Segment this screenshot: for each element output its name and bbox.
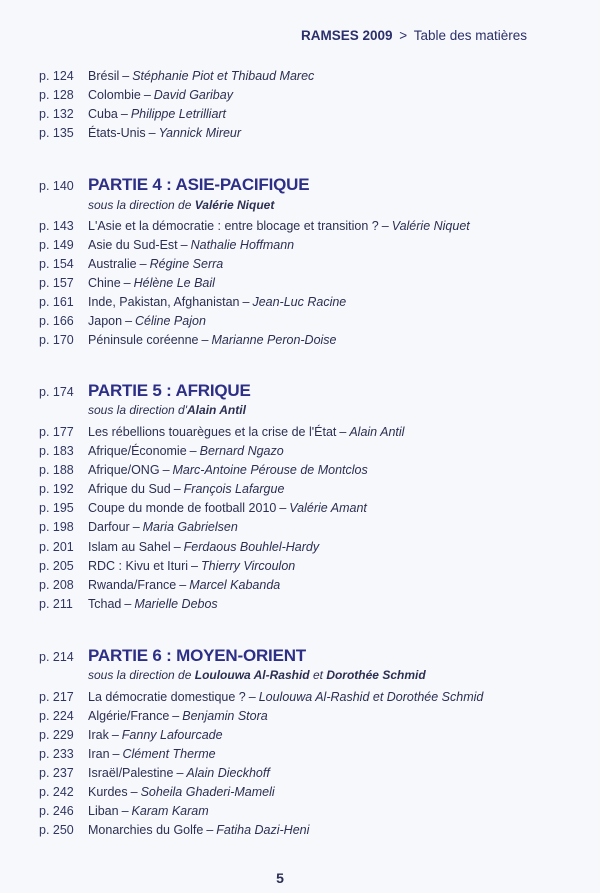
- entry-separator: –: [121, 804, 129, 818]
- part-page: p. 174: [39, 385, 74, 399]
- entry-page: p. 211: [39, 597, 73, 611]
- entry-page: p. 177: [39, 425, 74, 439]
- entry-title: Coupe du monde de football 2010: [88, 501, 277, 515]
- entry-author: Marielle Debos: [134, 597, 218, 611]
- entry-page: p. 250: [39, 823, 74, 837]
- entry-author: Ferdaous Bouhlel-Hardy: [183, 540, 320, 554]
- entry-title: Irak: [88, 728, 109, 742]
- entry-author: Valérie Amant: [289, 501, 367, 515]
- running-head-brand: RAMSES 2009: [300, 28, 393, 43]
- page-number: 5: [276, 870, 284, 886]
- toc-entry: [39, 462, 368, 478]
- entry-title: Colombie: [88, 88, 141, 102]
- entry-title: Les rébellions touarègues et la crise de l'État: [88, 425, 337, 439]
- entry-page: p. 208: [39, 578, 74, 592]
- running-head-section: Table des matières: [413, 28, 527, 43]
- toc-entry: [39, 765, 270, 781]
- toc-entry: [39, 727, 223, 743]
- entry-separator: –: [189, 444, 197, 458]
- entry-author: Soheila Ghaderi-Mameli: [140, 785, 275, 799]
- toc-entry: [39, 596, 218, 612]
- toc-entry: [39, 577, 280, 593]
- toc-entry: [39, 218, 470, 234]
- entry-author: Jean-Luc Racine: [252, 295, 347, 309]
- entry-title: Darfour: [88, 520, 130, 534]
- entry-separator: –: [242, 295, 250, 309]
- entry-separator: –: [339, 425, 347, 439]
- entry-title: Monarchies du Golfe: [88, 823, 204, 837]
- entry-page: p. 237: [39, 766, 74, 780]
- entry-title: Israël/Palestine: [88, 766, 174, 780]
- entry-page: p. 229: [39, 728, 74, 742]
- entry-page: p. 224: [39, 709, 74, 723]
- toc-entry: [39, 106, 226, 122]
- entry-title: Afrique/Économie: [88, 444, 187, 458]
- toc-entry: [39, 443, 284, 459]
- toc-entry: [39, 313, 206, 329]
- entry-title: Islam au Sahel: [88, 540, 171, 554]
- toc-entry: [39, 803, 209, 819]
- entry-separator: –: [120, 107, 128, 121]
- entry-title: Iran: [88, 747, 110, 761]
- entry-separator: –: [279, 501, 287, 515]
- entry-title: La démocratie domestique ?: [88, 690, 246, 704]
- running-head-arrow: >: [399, 28, 408, 43]
- entry-title: Cuba: [88, 107, 118, 121]
- entry-author: Céline Pajon: [135, 314, 206, 328]
- entry-title: RDC : Kivu et Ituri: [88, 559, 189, 573]
- part-heading: [39, 646, 306, 666]
- entry-title: Algérie/France: [88, 709, 170, 723]
- part-page: p. 214: [39, 650, 74, 664]
- entry-page: p. 170: [39, 333, 74, 347]
- entry-page: p. 201: [39, 540, 74, 554]
- entry-author: Fanny Lafourcade: [121, 728, 223, 742]
- entry-separator: –: [124, 597, 132, 611]
- entry-page: p. 143: [39, 219, 74, 233]
- part-heading: [39, 175, 309, 195]
- entry-author: Bernard Ngazo: [199, 444, 284, 458]
- entry-page: p. 192: [39, 482, 74, 496]
- director-joiner: et: [309, 668, 327, 682]
- toc-entry: [39, 125, 241, 141]
- entry-separator: –: [148, 126, 156, 140]
- entry-title: Rwanda/France: [88, 578, 177, 592]
- entry-author: Marc-Antoine Pérouse de Montclos: [172, 463, 368, 477]
- toc-entry: [39, 784, 275, 800]
- entry-page: p. 128: [39, 88, 74, 102]
- toc-entry: [39, 500, 367, 516]
- entry-separator: –: [162, 463, 170, 477]
- part-title: PARTIE 4 : ASIE-PACIFIQUE: [88, 175, 310, 194]
- entry-author: Yannick Mireur: [158, 126, 242, 140]
- entry-author: Régine Serra: [149, 257, 224, 271]
- entry-separator: –: [143, 88, 151, 102]
- entry-separator: –: [248, 690, 256, 704]
- entry-page: p. 217: [39, 690, 74, 704]
- entry-author: Benjamin Stora: [182, 709, 268, 723]
- director-name-2: Dorothée Schmid: [326, 668, 426, 682]
- director-name: Loulouwa Al-Rashid: [194, 668, 310, 682]
- toc-entry: [39, 689, 483, 705]
- entry-author: Valérie Niquet: [391, 219, 470, 233]
- entry-title: Afrique du Sud: [88, 482, 171, 496]
- entry-author: Nathalie Hoffmann: [190, 238, 295, 252]
- entry-separator: –: [201, 333, 209, 347]
- entry-separator: –: [112, 747, 120, 761]
- entry-title: Péninsule coréenne: [88, 333, 199, 347]
- toc-entry: [39, 332, 337, 348]
- entry-author: Karam Karam: [131, 804, 209, 818]
- entry-page: p. 157: [39, 276, 74, 290]
- entry-author: Hélène Le Bail: [133, 276, 215, 290]
- toc-entry: [39, 539, 319, 555]
- toc-entry: [39, 519, 238, 535]
- entry-title: Australie: [88, 257, 137, 271]
- entry-separator: –: [180, 238, 188, 252]
- toc-entry: [39, 294, 346, 310]
- entry-page: p. 124: [39, 69, 74, 83]
- toc-entry: [39, 275, 215, 291]
- part-heading: [39, 381, 251, 401]
- entry-author: David Garibay: [153, 88, 233, 102]
- entry-title: États-Unis: [88, 126, 146, 140]
- direction-prefix: sous la direction d': [88, 403, 188, 417]
- entry-title: Afrique/ONG: [88, 463, 160, 477]
- entry-page: p. 154: [39, 257, 74, 271]
- running-head: [301, 28, 527, 43]
- entry-author: Philippe Letrilliart: [130, 107, 227, 121]
- entry-author: François Lafargue: [183, 482, 285, 496]
- entry-separator: –: [130, 785, 138, 799]
- entry-page: p. 183: [39, 444, 74, 458]
- entry-separator: –: [173, 540, 181, 554]
- toc-entry: [39, 481, 284, 497]
- toc-entry: [39, 68, 314, 84]
- entry-separator: –: [111, 728, 119, 742]
- entry-page: p. 161: [39, 295, 74, 309]
- entry-separator: –: [206, 823, 214, 837]
- direction-prefix: sous la direction de: [88, 198, 195, 212]
- entry-author: Clément Therme: [122, 747, 216, 761]
- entry-separator: –: [172, 709, 180, 723]
- entry-title: Asie du Sud-Est: [88, 238, 178, 252]
- entry-author: Maria Gabrielsen: [142, 520, 238, 534]
- entry-title: Tchad: [88, 597, 122, 611]
- entry-title: Kurdes: [88, 785, 128, 799]
- director-name: Valérie Niquet: [194, 198, 275, 212]
- entry-author: Thierry Vircoulon: [200, 559, 296, 573]
- entry-author: Marianne Peron-Doise: [211, 333, 337, 347]
- entry-page: p. 166: [39, 314, 74, 328]
- entry-page: p. 233: [39, 747, 74, 761]
- entry-author: Stéphanie Piot et Thibaud Marec: [132, 69, 315, 83]
- entry-title: L'Asie et la démocratie : entre blocage et transition ?: [88, 219, 379, 233]
- entry-author: Alain Antil: [349, 425, 405, 439]
- entry-page: p. 149: [39, 238, 74, 252]
- entry-page: p. 205: [39, 559, 74, 573]
- toc-entry: [39, 87, 233, 103]
- entry-title: Brésil: [88, 69, 120, 83]
- entry-page: p. 135: [39, 126, 74, 140]
- part-page: p. 140: [39, 179, 74, 193]
- entry-separator: –: [132, 520, 140, 534]
- entry-separator: –: [191, 559, 198, 573]
- toc-entry: [39, 256, 223, 272]
- entry-title: Liban: [88, 804, 119, 818]
- entry-separator: –: [139, 257, 147, 271]
- toc-entry: [39, 424, 404, 440]
- entry-page: p. 198: [39, 520, 74, 534]
- entry-page: p. 242: [39, 785, 74, 799]
- entry-title: Chine: [88, 276, 121, 290]
- part-direction: [88, 403, 246, 417]
- entry-separator: –: [122, 69, 130, 83]
- toc-entry: [39, 237, 294, 253]
- entry-separator: –: [125, 314, 133, 328]
- entry-author: Marcel Kabanda: [189, 578, 281, 592]
- entry-author: Loulouwa Al-Rashid et Dorothée Schmid: [258, 690, 484, 704]
- director-name: Alain Antil: [187, 403, 246, 417]
- entry-title: Inde, Pakistan, Afghanistan: [88, 295, 240, 309]
- entry-author: Fatiha Dazi-Heni: [216, 823, 310, 837]
- entry-separator: –: [176, 766, 184, 780]
- entry-page: p. 132: [39, 107, 74, 121]
- entry-separator: –: [173, 482, 181, 496]
- toc-entry: [39, 822, 309, 838]
- toc-entry: [39, 746, 216, 762]
- entry-page: p. 195: [39, 501, 74, 515]
- direction-prefix: sous la direction de: [88, 668, 195, 682]
- toc-entry: [39, 708, 268, 724]
- entry-page: p. 188: [39, 463, 74, 477]
- part-title: PARTIE 5 : AFRIQUE: [88, 381, 251, 400]
- entry-author: Alain Dieckhoff: [186, 766, 270, 780]
- entry-separator: –: [179, 578, 187, 592]
- entry-page: p. 246: [39, 804, 74, 818]
- toc-entry: [39, 558, 295, 574]
- entry-separator: –: [381, 219, 389, 233]
- entry-title: Japon: [88, 314, 123, 328]
- part-direction: [88, 198, 274, 212]
- entry-separator: –: [123, 276, 131, 290]
- part-title: PARTIE 6 : MOYEN-ORIENT: [88, 646, 306, 665]
- part-direction: [88, 668, 426, 682]
